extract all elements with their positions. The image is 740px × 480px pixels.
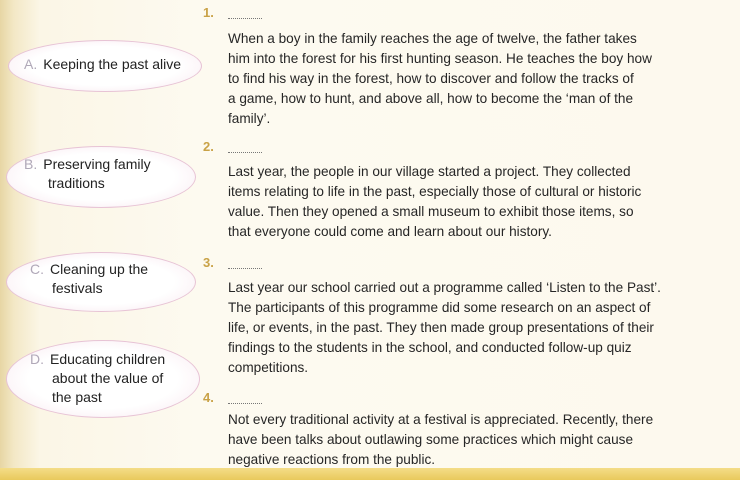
paragraph-4-answer-blank[interactable] xyxy=(228,403,262,404)
paragraph-2-answer-blank[interactable] xyxy=(228,152,262,153)
heading-b-line-1: Preserving family xyxy=(43,156,151,172)
heading-a-letter: A. xyxy=(24,56,38,72)
paragraph-1-line: family’. xyxy=(228,111,271,126)
paragraph-2-line: value. Then they opened a small museum to exhibit those items, so xyxy=(228,204,634,219)
paragraph-4-line: negative reactions from the public. xyxy=(228,452,436,467)
paragraph-3-line: Last year our school carried out a programme called ‘Listen to the Past’. xyxy=(228,280,661,295)
heading-c-line-1: Cleaning up the xyxy=(50,261,149,277)
paragraph-3 xyxy=(228,278,698,378)
heading-a xyxy=(24,55,181,74)
paragraph-1-line: him into the forest for his first hunting season. He teaches the boy how xyxy=(228,51,652,66)
paragraph-1-line: a game, how to hunt, and above all, how to become the ‘man of the xyxy=(228,91,634,106)
paragraph-1-answer-blank[interactable] xyxy=(228,18,262,19)
paragraph-2-line: that everyone could come and learn about our history. xyxy=(228,224,552,239)
paragraph-1-line: When a boy in the family reaches the age of twelve, the father takes xyxy=(228,31,637,46)
heading-d-letter: D. xyxy=(30,351,44,367)
heading-d-line-3: the past xyxy=(52,389,102,405)
paragraph-1 xyxy=(228,29,698,129)
heading-d-line-2: about the value of xyxy=(52,370,164,386)
heading-d xyxy=(30,350,165,407)
paragraph-2-line: items relating to life in the past, especially those of cultural or historic xyxy=(228,184,642,199)
paragraph-4-number: 4. xyxy=(203,390,214,405)
heading-b-letter: B. xyxy=(24,156,38,172)
heading-d-line-1: Educating children xyxy=(50,351,166,367)
paragraph-3-line: The participants of this programme did some research on an aspect of xyxy=(228,300,651,315)
paragraph-2-number: 2. xyxy=(203,139,214,154)
paragraph-3-line: competitions. xyxy=(228,360,309,375)
heading-c-letter: C. xyxy=(30,261,44,277)
heading-c xyxy=(30,260,148,298)
heading-a-line-1: Keeping the past alive xyxy=(43,56,181,72)
paragraph-3-answer-blank[interactable] xyxy=(228,268,262,269)
heading-c-line-2: festivals xyxy=(52,280,103,296)
paragraph-1-number: 1. xyxy=(203,5,214,20)
paragraph-4 xyxy=(228,410,698,470)
paragraph-4-line: have been talks about outlawing some practices which might cause xyxy=(228,432,634,447)
paragraph-2-line: Last year, the people in our village started a project. They collected xyxy=(228,164,631,179)
paragraph-2 xyxy=(228,162,698,242)
paragraph-3-number: 3. xyxy=(203,255,214,270)
heading-b-line-2: traditions xyxy=(48,175,105,191)
paragraph-4-line: Not every traditional activity at a festival is appreciated. Recently, there xyxy=(228,412,654,427)
paragraph-3-line: life, or events, in the past. They then made group presentations of their xyxy=(228,320,654,335)
paragraph-3-line: findings to the students in the school, and conducted follow-up quiz xyxy=(228,340,632,355)
heading-b xyxy=(24,155,151,193)
paragraph-1-line: to find his way in the forest, how to discover and follow the tracks of xyxy=(228,71,634,86)
